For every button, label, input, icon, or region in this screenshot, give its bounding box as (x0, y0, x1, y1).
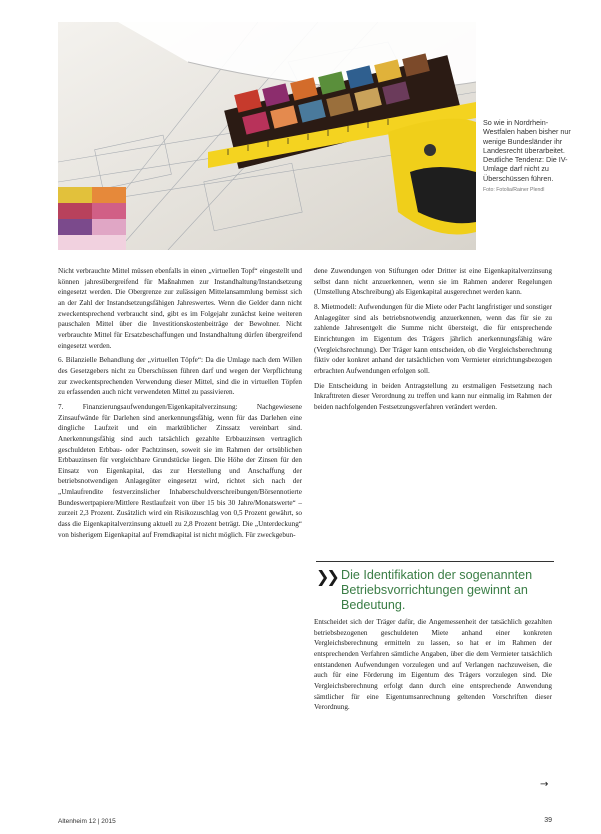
pull-quote-text: Die Identifikation der sogenannten Betriebsvorrichtungen gewinnt an Bedeutung. (341, 568, 533, 613)
photo-illustration (58, 22, 476, 250)
right-column-lower (314, 617, 552, 717)
photo-caption (483, 118, 579, 193)
continue-arrow-icon: → (540, 779, 549, 790)
right-column (314, 266, 552, 417)
photo-credit: Foto: Fotolia/Rainer Plendl (483, 187, 545, 194)
paragraph: 7. Finanzierungsaufwendungen/Eigenkapitalverzinsung: Nachgewiesene Zinsaufwände für Darlehen sind anerkennungsfähig, wenn für das Darlehen eine dingliche Laufzeit und ein marktüblicher Zinssatz vereinbart sind. Anerkennungsfähig sind auch tatsächlich gezahlte Erbbauzinsen vertraglich geschuldeten Erbbau- oder Pachtzinsen, soweit sie im Rahmen der ortsüblichen Erbbauzinsen für vergleichbare Grundstücke liegen. Die Höhe der Zinsen für den Einsatz von Eigenkapital, das zur Herstellung und Anschaffung der betriebsnotwendigen Anlagegüter eingesetzt wird, richtet sich nach der „Umlaufrendite festverzinslicher Inhaberschuldverschreibungen/Börsennotierte Bundeswertpapiere/Mittlere Restlaufzeit von über 15 bis 30 Jahre/Monatswerte“ – zurzeit 2,3 Prozent. Zusätzlich wird ein Risikozuschlag von 0,5 Prozent gewährt, so dass die Eigenkapitalverzinsung aktuell zu 2,8 Prozent beträgt. Die „Unterdeckung“ von bisherigem Eigenkapital auf Fremdkapital ist nicht möglich. Für zweckgebun- (58, 402, 302, 539)
paragraph: Die Entscheidung in beiden Antragstellung zu erstmaligen Festsetzung nach Inkrafttreten dieser Verordnung zu treffen und kann nur einmalig im Rahmen der beiden nachfolgenden Festsetzungsverfahren verändert werden. (314, 381, 552, 411)
paragraph: 6. Bilanzielle Behandlung der „virtuellen Töpfe“: Da die Umlage nach dem Willen des Gesetzgebers nicht zu Überschüssen führen darf und wegen der Verpflichtung zur zweckentsprechenden Verwendung dieser Mittel, sind die in virtuellen Töpfen zu erfassenden auch nicht verwendeten Mittel zu passivieren. (58, 356, 302, 397)
paragraph: 8. Mietmodell: Aufwendungen für die Miete oder Pacht langfristiger und sonstiger Anlagegüter sind als betriebsnotwendig anzuerkennen, wenn das für sie zu zahlende Jahresentgelt die Summe nicht übersteigt, die für entsprechende Einrichtungen im Eigentum des Trägers jährlich anerkennungsfähig wäre (Vergleichsrechnung). Der Träger kann entscheiden, ob die Vergleichsberechnung fiktiv oder konkret anhand der tatsächlichen vom Vermieter einrichtungsbezogen erbrachten Aufwendungen erfolgen soll. (314, 302, 552, 375)
paragraph: dene Zuwendungen von Stiftungen oder Dritter ist eine Eigenkapitalverzinsung selbst dann nicht anzuerkennen, wenn sie im Rahmen anderer Regelungen (Umstellung Abschreibung) als Eigenkapital ausgerechnet werden kann. (314, 267, 552, 297)
header-photo (58, 22, 476, 250)
pull-quote (316, 561, 554, 614)
paragraph: Entscheidet sich der Träger dafür, die Angemessenheit der tatsächlich gezahlten betriebsbezogenen geschuldeten Miete anhand einer konkreten Vergleichsberechnung ermitteln zu lassen, so hat er im Rahmen der entsprechenden Verfahren sämtliche Angaben, über die dem Vermieter tatsächlich entstandenen Aufwendungen vorzulegen und auf Verlangen nachzuweisen, die auch für eine Förderung im Eigentum des Trägers vorzulegen sind. Die Vergleichsberechnung erfolgt dann durch eine entsprechende Anwendung sämtlicher für eine Eigentumsanrechnung geltenden Vorschriften dieser Verordnung. (314, 618, 552, 712)
paragraph: Nicht verbrauchte Mittel müssen ebenfalls in einen „virtuellen Topf“ eingestellt und können jahresübergreifend für Maßnahmen zur Instandhaltung/Instandsetzung eingesetzt werden. Die Obergrenze zur zulässigen Mittelansammlung bemisst sich an der Zahl der Instandsetzungsfähigen Jahreswertes. Wenn die Gelder dann nicht zweckentsprechend verbraucht sind, gibt es im Folgejahr zunächst keine weiteren pauschalen Mittel über die Investitionskostenbeiträge der Bewohner. Nicht verbrauchte Mittel für Ersatzbeschaffungen und Instandhaltung dürfen übergreifend eingesetzt werden. (58, 267, 302, 350)
quote-chevron-icon: ❯❯ (316, 569, 337, 586)
page-number: 39 (544, 817, 552, 824)
caption-text: So wie in Nordrhein-Westfalen haben bisher nur wenige Bundesländer ihr Landesrecht überarbeitet. Deutliche Tendenz: Die IV-Umlage darf nicht zu Überschüssen führen. (483, 118, 571, 183)
magazine-issue: Altenheim 12 | 2015 (58, 818, 116, 825)
left-column (58, 266, 302, 544)
